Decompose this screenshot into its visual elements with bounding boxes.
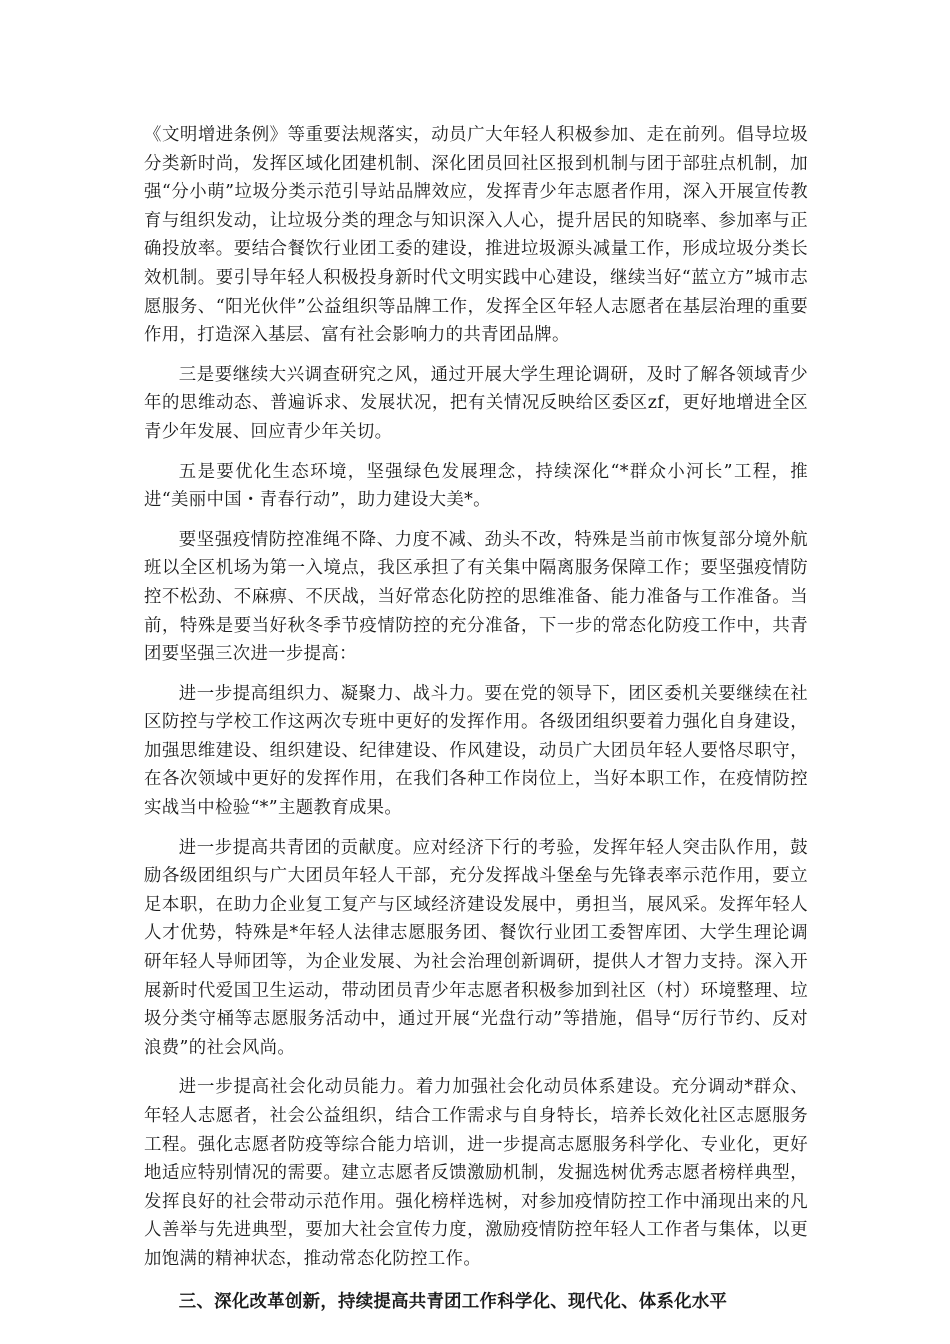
paragraph-4: 要坚强疫情防控准绳不降、力度不减、劲头不改，特殊是当前市恢复部分境外航班以全区机场为第一入境点，我区承担了有关集中隔离服务保障工作；要坚强疫情防控不松劲、不麻痹、不厌战，当好常态化防控的思维准备、能力准备与工作准备。当前，特殊是要当好秋冬季节疫情防控的充分准备，下一步的常态化防疫工作中，共青团要坚强三次进一步提高：: [144, 529, 808, 665]
section-heading: 三、深化改革创新，持续提高共青团工作科学化、现代化、体系化水平: [178, 1291, 728, 1312]
paragraph-5: 进一步提高组织力、凝聚力、战斗力。要在党的领导下，团区委机关要继续在社区防控与学校工作这两次专班中更好的发挥作用。各级团组织要着力强化自身建设，加强思维建设、组织建设、纪律建设、作风建设，动员广大团员年轻人要恪尽职守，在各次领域中更好的发挥作用，在我们各种工作岗位上，当好本职工作，在疫情防控实战当中检验“*”主题教育成果。: [144, 683, 808, 819]
document-page: [144, 121, 808, 1316]
paragraph-6: 进一步提高共青团的贡献度。应对经济下行的考验，发挥年轻人突击队作用，鼓励各级团组织与广大团员年轻人干部，充分发挥战斗堡垒与先锋表率示范作用，要立足本职，在助力企业复工复产与区域经济建设发展中，勇担当，展风采。发挥年轻人人才优势，特殊是*年轻人法律志愿服务团、餐饮行业团工委智库团、大学生理论调研年轻人导师团等，为企业发展、为社会治理创新调研，提供人才智力支持。深入开展新时代爱国卫生运动，带动团员青少年志愿者积极参加到社区（村）环境整理、垃圾分类守桶等志愿服务活动中，通过开展“光盘行动”等措施，倡导“厉行节约、反对浪费”的社会风尚。: [144, 837, 808, 1058]
paragraph-2: 三是要继续大兴调查研究之风，通过开展大学生理论调研，及时了解各领域青少年的思维动态、普遍诉求、发展状况，把有关情况反映给区委区zf，更好地增进全区青少年发展、回应青少年关切。: [144, 364, 808, 442]
paragraph-1: 《文明增进条例》等重要法规落实，动员广大年轻人积极参加、走在前列。倡导垃圾分类新时尚，发挥区域化团建机制、深化团员回社区报到机制与团于部驻点机制，加强“分小萌”垃圾分类示范引导站品牌效应，发挥青少年志愿者作用，深入开展宣传教育与组织发动，让垃圾分类的理念与知识深入人心，提升居民的知晓率、参加率与正确投放率。要结合餐饮行业团工委的建设，推进垃圾源头减量工作，形成垃圾分类长效机制。要引导年轻人积极投身新时代文明实践中心建设，继续当好“蓝立方”城市志愿服务、“阳光伙伴”公益组织等品牌工作，发挥全区年轻人志愿者在基层治理的重要作用，打造深入基层、富有社会影响力的共青团品牌。: [144, 125, 808, 346]
paragraph-3: 五是要优化生态环境，坚强绿色发展理念，持续深化“*群众小河长”工程，推进“美丽中国・青春行动”，助力建设大美*。: [144, 461, 808, 511]
paragraph-7: 进一步提高社会化动员能力。着力加强社会化动员体系建设。充分调动*群众、年轻人志愿者，社会公益组织，结合工作需求与自身特长，培养长效化社区志愿服务工程。强化志愿者防疫等综合能力培训，进一步提高志愿服务科学化、专业化，更好地适应特别情况的需要。建立志愿者反馈激励机制，发掘选树优秀志愿者榜样典型，发挥良好的社会带动示范作用。强化榜样选树，对参加疫情防控工作中涌现出来的凡人善举与先进典型，要加大社会宣传力度，激励疫情防控年轻人工作者与集体，以更加饱满的精神状态，推动常态化防控工作。: [144, 1077, 808, 1269]
